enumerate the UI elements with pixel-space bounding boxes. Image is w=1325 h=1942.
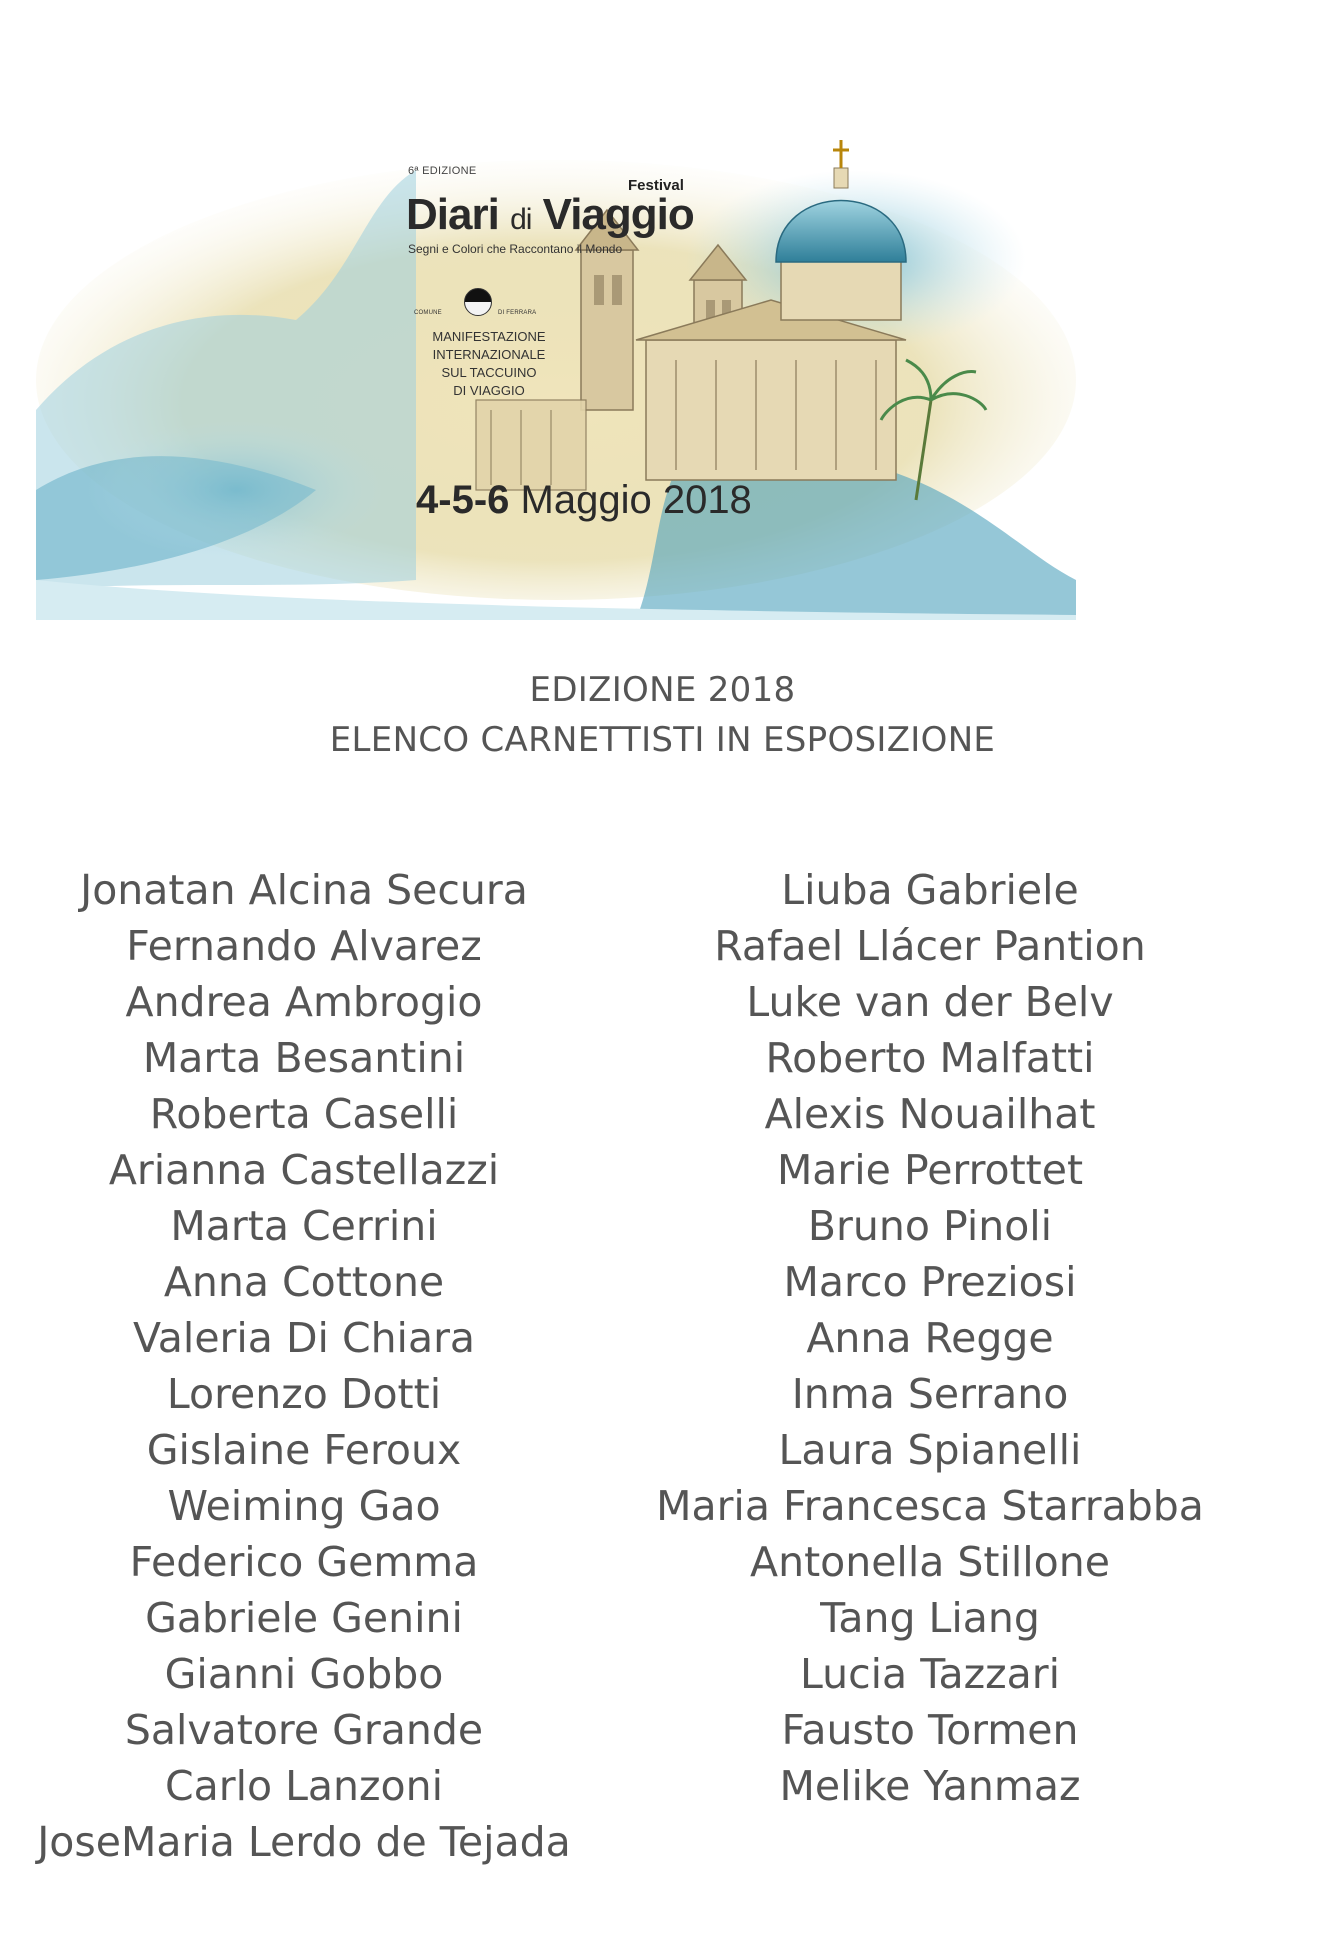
artist-name: Tang Liang [820, 1594, 1040, 1642]
artist-name: Gianni Gobbo [164, 1650, 444, 1698]
artist-name: Fernando Alvarez [126, 922, 482, 970]
festival-label: Festival [628, 177, 684, 194]
artist-name: Rafael Llácer Pantion [714, 922, 1146, 970]
artist-name: Arianna Castellazzi [108, 1146, 500, 1194]
edition-label: 6ª EDIZIONE [408, 165, 477, 177]
artist-name: Roberta Caselli [149, 1090, 459, 1138]
ferrara-crest-icon [464, 288, 492, 316]
festival-title [406, 190, 694, 240]
artist-name: Lorenzo Dotti [166, 1370, 442, 1418]
artist-name: Gislaine Feroux [146, 1426, 462, 1474]
artist-name: Federico Gemma [129, 1538, 479, 1586]
artist-name: Weiming Gao [167, 1482, 441, 1530]
title-word-di: di [510, 203, 532, 236]
manifestation-line: INTERNAZIONALE [432, 347, 546, 362]
artist-name: Bruno Pinoli [807, 1202, 1053, 1250]
artist-name: Fausto Tormen [781, 1706, 1079, 1754]
artist-name: Anna Regge [806, 1314, 1054, 1362]
artist-name: Salvatore Grande [124, 1706, 484, 1754]
artist-name: Carlo Lanzoni [164, 1762, 444, 1810]
manifestation-line: DI VIAGGIO [453, 383, 525, 398]
artists-list-left [4, 862, 604, 1870]
festival-subtitle: Segni e Colori che Raccontano il Mondo [408, 242, 623, 256]
artist-name: Lucia Tazzari [800, 1650, 1060, 1698]
artist-name: Marie Perrottet [776, 1146, 1084, 1194]
artist-name: Anna Cottone [163, 1258, 445, 1306]
artist-name: Antonella Stillone [750, 1538, 1110, 1586]
artists-list-right [630, 862, 1230, 1814]
artist-name: Valeria Di Chiara [132, 1314, 476, 1362]
title-word-viaggio: Viaggio [542, 190, 694, 239]
list-heading: ELENCO CARNETTISTI IN ESPOSIZIONE [329, 720, 996, 760]
artist-name: Marta Cerrini [170, 1202, 438, 1250]
artist-name: Laura Spianelli [778, 1426, 1082, 1474]
artist-name: Maria Francesca Starrabba [656, 1482, 1204, 1530]
artist-name: Roberto Malfatti [765, 1034, 1095, 1082]
artist-name: Inma Serrano [791, 1370, 1069, 1418]
manifestation-line: MANIFESTAZIONE [432, 329, 546, 344]
comune-label: COMUNE [414, 310, 442, 316]
edition-heading: EDIZIONE 2018 [529, 670, 796, 710]
dates-days: 4-5-6 [416, 478, 510, 522]
artist-name: Melike Yanmaz [779, 1762, 1081, 1810]
festival-dates [416, 478, 752, 523]
artist-name: Marco Preziosi [783, 1258, 1077, 1306]
artist-name: Gabriele Genini [145, 1594, 463, 1642]
artist-name: Liuba Gabriele [781, 866, 1079, 914]
festival-banner [36, 110, 1076, 620]
manifestation-line: SUL TACCUINO [441, 365, 537, 380]
artist-name: Marta Besantini [142, 1034, 466, 1082]
title-word-diari: Diari [406, 190, 499, 239]
artist-name: Alexis Nouailhat [764, 1090, 1096, 1138]
artist-name: Jonatan Alcina Secura [80, 866, 528, 914]
artist-name: Luke van der Belv [746, 978, 1114, 1026]
dates-month-year: Maggio 2018 [520, 478, 752, 522]
comune-city-label: DI FERRARA [498, 310, 537, 316]
artist-name: JoseMaria Lerdo de Tejada [37, 1818, 571, 1866]
manifestation-text [414, 328, 564, 400]
artist-name: Andrea Ambrogio [125, 978, 483, 1026]
